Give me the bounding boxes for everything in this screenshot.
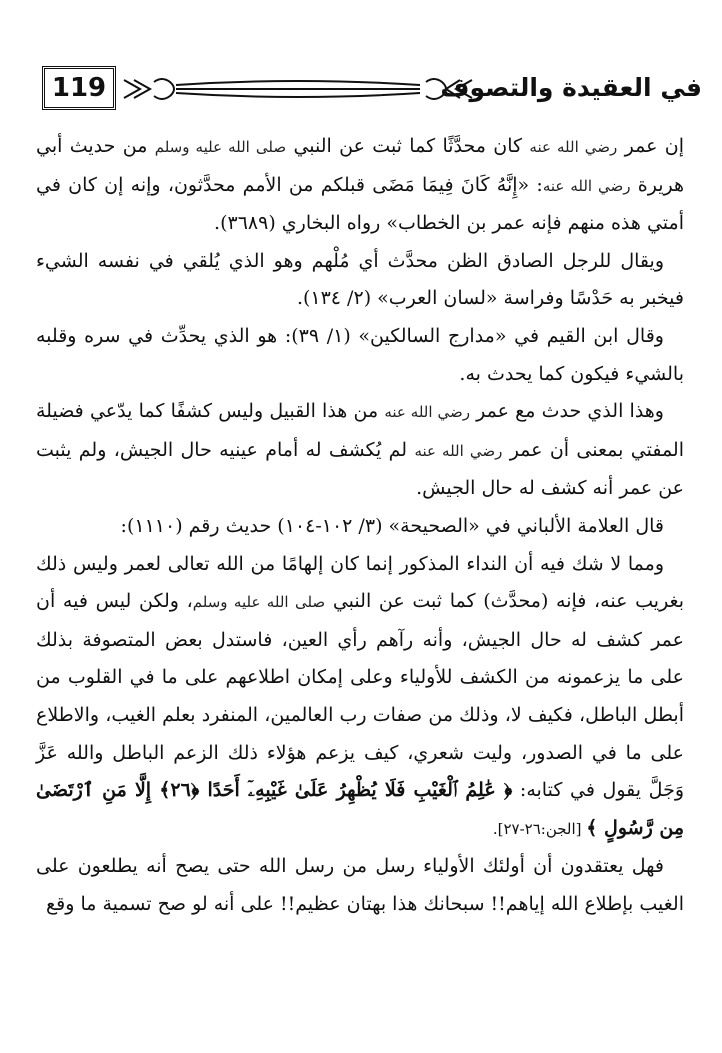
running-title: في العقيدة والتصوف bbox=[440, 73, 702, 102]
text-segment: قال العلامة الألباني في «الصحيحة» (٣/ ١٠٢-١٠٤) حديث رقم (١١١٠): bbox=[120, 514, 664, 537]
text-segment: كان محدَّثًا كما ثبت عن النبي bbox=[286, 135, 530, 157]
text-segment: ومما لا شك فيه أن النداء المذكور إنما كان إلهامًا من الله تعالى لعمر وليس ذلك بغريب عنه، فإنه (محدَّث) كما ثبت عن النبي bbox=[36, 552, 685, 613]
paragraph-p3 bbox=[36, 318, 684, 393]
text-segment: من حديث أبي هريرة bbox=[36, 135, 684, 196]
paragraph-p1 bbox=[36, 128, 684, 243]
text-segment: ، ولكن ليس فيه أن عمر كشف له حال الجيش، وأنه رآهم رأي العين، فاستدل بعض المتصوفة بذلك على ما يزعمونه من الكشف للأولياء وعلى إمكان اطلاعهم على ما في القلوب من أبطل الباطل، فكيف لا، وذلك من صفات رب العالمين، المنفرد بعلم الغيب، والاطلاع على ما في الصدور، وليت شعري، كيف يزعم هؤلاء ذلك الزعم الباطل والله عَزَّ وَجَلَّ يقول في كتابه: bbox=[36, 590, 684, 802]
text-segment: من هذا القبيل وليس كشفًا كما يدّعي فضيلة المفتي بمعنى أن عمر bbox=[36, 400, 685, 461]
honorific-glyph: رضي الله عنه bbox=[529, 138, 618, 156]
paragraph-p7 bbox=[36, 848, 684, 923]
text-segment: وقال ابن القيم في «مدارج السالكين» (١/ ٣٩): هو الذي يحدِّث في سره وقلبه بالشيء فيكون كما يحدث به. bbox=[36, 324, 684, 385]
text-body bbox=[36, 128, 684, 923]
paragraph-p4 bbox=[36, 393, 684, 508]
quran-verse: ﴿ عَٰلِمُ ٱلْغَيْبِ فَلَا يُظْهِرُ عَلَىٰ غَيْبِهِۦٓ أَحَدًا ﴿٢٦﴾ إِلَّا مَنِ ٱرْتَضَىٰ مِن رَّسُولٍ ﴾ bbox=[36, 779, 684, 839]
verse-reference: [الجن:٢٦-٢٧]. bbox=[492, 819, 587, 838]
text-segment: وهذا الذي حدث مع عمر bbox=[469, 400, 664, 423]
honorific-glyph: رضي الله عنه bbox=[542, 176, 631, 195]
page-header bbox=[18, 58, 708, 116]
page-number: 119 bbox=[42, 66, 116, 110]
paragraph-p2 bbox=[36, 243, 684, 318]
honorific-glyph: صلى الله عليه وسلم bbox=[192, 593, 326, 612]
text-segment: ويقال للرجل الصادق الظن محدَّث أي مُلْهم وهو الذي يُلقي في نفسه الشيء فيخبر به حَدْسًا وفراسة «لسان العرب» (٢/ ١٣٤). bbox=[36, 249, 684, 310]
text-segment: لم يُكشف له أمام عينيه حال الجيش، ولم يثبت عن عمر أنه كشف له حال الجيش. bbox=[36, 438, 684, 500]
text-segment: : «إِنَّهُ كَانَ فِيمَا مَضَى قبلكم من الأمم محدَّثون، وإنه إن كان في أمتي هذه منهم فإنه عمر بن الخطاب» رواه البخاري (٣٦٨٩). bbox=[36, 173, 684, 235]
header-ornament bbox=[120, 72, 476, 106]
paragraph-p5 bbox=[36, 508, 684, 546]
paragraph-p6 bbox=[36, 546, 684, 849]
text-segment: إن عمر bbox=[617, 135, 684, 157]
text-segment: فهل يعتقدون أن أولئك الأولياء رسل من رسل الله حتى يصح أنه يطلعون على الغيب بإطلاع الله إياهم!! سبحانك هذا بهتان عظيم!! على أنه لو صح تسمية ما وقع bbox=[36, 855, 684, 915]
honorific-glyph: رضي الله عنه bbox=[414, 441, 503, 460]
honorific-glyph: صلى الله عليه وسلم bbox=[154, 138, 287, 156]
honorific-glyph: رضي الله عنه bbox=[384, 403, 470, 422]
